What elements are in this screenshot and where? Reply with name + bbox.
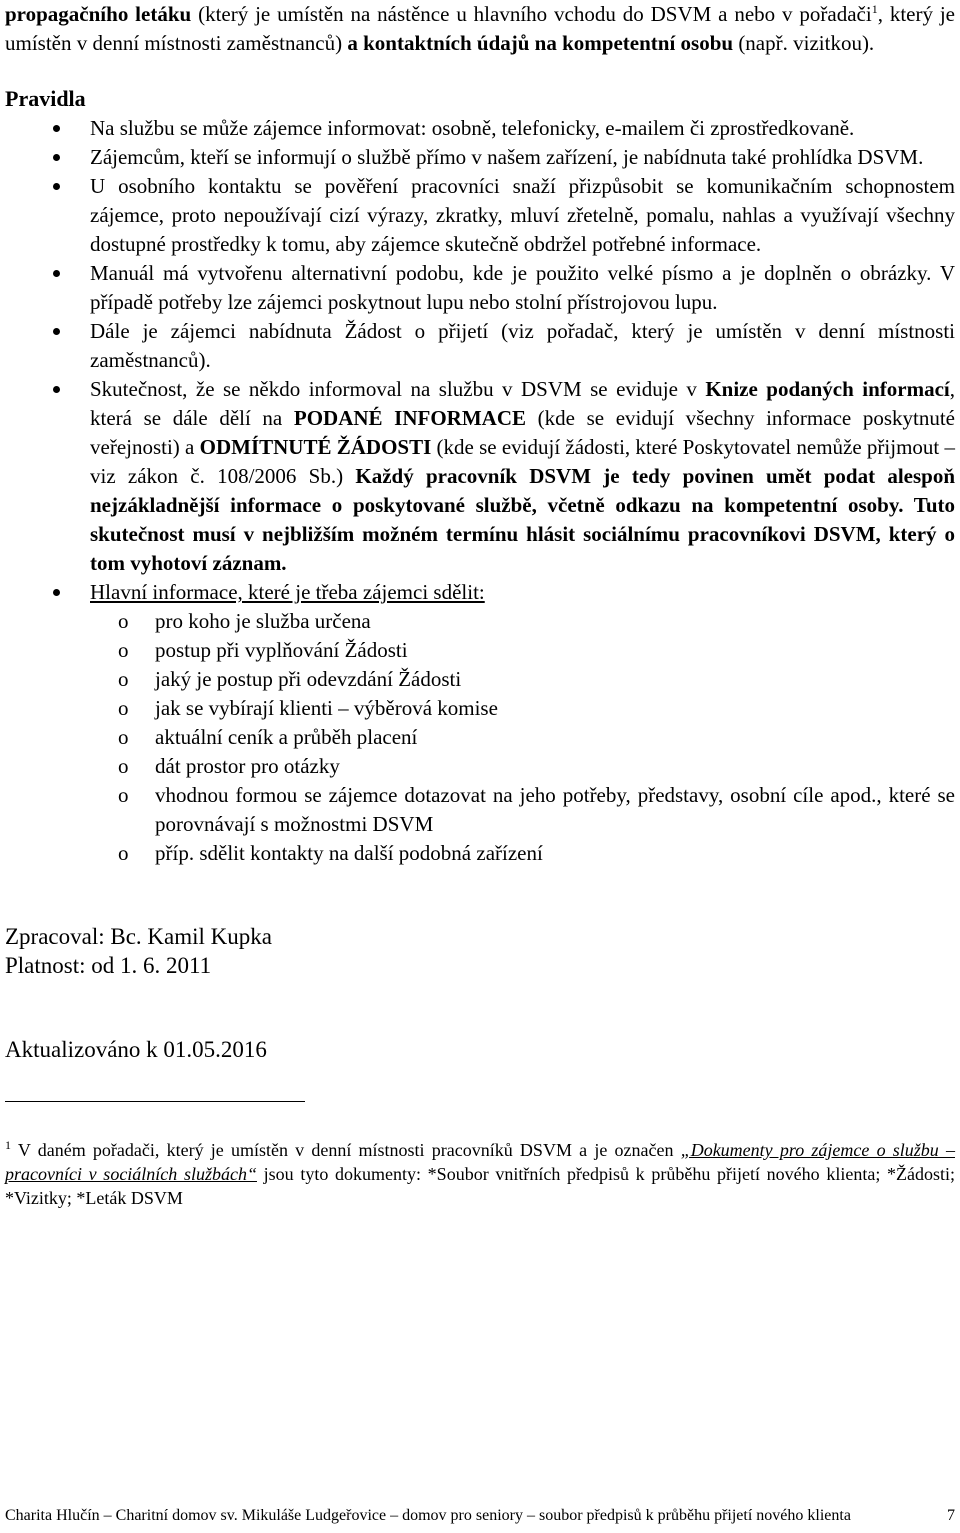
sub-item — [5, 665, 955, 694]
intro-bold-3: kompetentní osobu — [562, 31, 734, 55]
rule-item: Na službu se může zájemce informovat: osobně, telefonicky, e-mailem či zprostředkovaně. — [5, 114, 955, 143]
rule6-bold-4: Každý pracovník DSVM je tedy povinen umět podat alespoň nejzákladnější informace o poskytované službě, včetně odkazu na kompetentní osoby. Tuto skutečnost musí v nejbližším možném termínu hlásit sociálnímu pracovníkovi DSVM, který o tom vyhotoví záznam. — [90, 464, 956, 575]
document-page — [5, 0, 955, 1210]
main-info-title: Hlavní informace, které je třeba zájemci sdělit: — [90, 580, 485, 604]
sub-item — [5, 781, 955, 839]
sub-item-text: příp. sdělit kontakty na další podobná zařízení — [155, 841, 543, 865]
rule6-text-3: (kde se evidují všechny informace poskytnuté veřejnosti) a — [90, 406, 955, 459]
rule-item: Manuál má vytvořenu alternativní podobu, kde je použito velké písmo a je doplněn o obrázky. V případě potřeby lze zájemci poskytnout lupu nebo stolní přístrojovou lupu. — [5, 259, 955, 317]
sub-marker: o — [118, 841, 129, 865]
prepared-by: Zpracoval: Bc. Kamil Kupka — [5, 924, 272, 949]
intro-paragraph — [5, 0, 955, 58]
rule-item: Dále je zájemci nabídnuta Žádost o přijetí (viz pořadač, který je umístěn v denní místnosti zaměstnanců). — [5, 317, 955, 375]
sub-item — [5, 723, 955, 752]
intro-text-3: (např. vizitkou). — [733, 31, 875, 55]
intro-bold-2: a kontaktních údajů na — [347, 31, 557, 55]
sub-item-text: postup při vyplňování Žádosti — [155, 638, 408, 662]
rule6-bold-1: Knize podaných informací — [705, 377, 950, 401]
main-info-sublist — [5, 607, 955, 868]
section-heading: Pravidla — [5, 86, 86, 111]
rule-item-evidence — [5, 375, 955, 578]
rule6-text-4: (kde se evidují žádosti, které Poskytovatel nemůže přijmout – viz zákon č. 108/2006 Sb.) — [90, 435, 956, 488]
footnote-text-1: V daném pořadači, který je umístěn v denní místnosti pracovníků DSVM a je označen — [11, 1140, 681, 1160]
footnote-text-2: jsou tyto dokumenty: *Soubor vnitřních předpisů k průběhu přijetí nového klienta; *Žádosti; *Vizitky; *Leták DSVM — [5, 1164, 955, 1208]
sub-marker: o — [118, 725, 129, 749]
sub-item-text: dát prostor pro otázky — [155, 754, 340, 778]
footnote-number: 1 — [5, 1138, 11, 1152]
sub-marker: o — [118, 609, 129, 633]
rule6-bold-2: PODANÉ INFORMACE — [293, 406, 527, 430]
rule-item: Zájemcům, kteří se informují o službě přímo v našem zařízení, je nabídnuta také prohlídka DSVM. — [5, 143, 955, 172]
page-number: 7 — [947, 1507, 955, 1524]
rule6-bold-3: ODMÍTNUTÉ ŽÁDOSTI — [199, 435, 432, 459]
sub-item-text: vhodnou formou se zájemce dotazovat na jeho potřeby, představy, osobní cíle apod., které se porovnávají s možnostmi DSVM — [155, 783, 955, 836]
sub-marker: o — [118, 754, 129, 778]
rule6-text-1: Skutečnost, že se někdo informoval na službu v DSVM se eviduje v — [90, 377, 706, 401]
intro-text-2: , který je umístěn v denní místnosti zaměstnanců) — [5, 2, 955, 55]
rules-list — [5, 114, 955, 578]
page-footer — [5, 1507, 955, 1525]
sub-item-text: pro koho je služba určena — [155, 609, 371, 633]
footnote-italic: „Dokumenty pro zájemce o službu – pracovníci v sociálních službách“ — [5, 1140, 955, 1184]
sub-item — [5, 607, 955, 636]
intro-bold-1: propagačního letáku — [5, 2, 192, 26]
footnote-ref: 1 — [871, 2, 878, 16]
sub-marker: o — [118, 783, 129, 807]
sub-item-text: aktuální ceník a průběh placení — [155, 725, 418, 749]
main-info-list — [5, 578, 955, 868]
sub-item — [5, 694, 955, 723]
sub-marker: o — [118, 667, 129, 691]
sub-item — [5, 636, 955, 665]
main-info-item — [5, 578, 955, 868]
sub-item-text: jaký je postup při odevzdání Žádosti — [155, 667, 462, 691]
sub-marker: o — [118, 638, 129, 662]
sub-item-text: jak se vybírají klienti – výběrová komise — [155, 696, 498, 720]
intro-text-1: (který je umístěn na nástěnce u hlavního vchodu do DSVM a nebo v pořadači — [191, 2, 872, 26]
sub-item — [5, 752, 955, 781]
sub-marker: o — [118, 696, 129, 720]
updated-date: Aktualizováno k 01.05.2016 — [5, 1037, 267, 1062]
validity: Platnost: od 1. 6. 2011 — [5, 953, 212, 978]
footer-text: Charita Hlučín – Charitní domov sv. Mikuláše Ludgeřovice – domov pro seniory – soubor předpisů k průběhu přijetí nového klienta — [5, 1507, 851, 1524]
footnote — [5, 1138, 955, 1210]
signature-block — [5, 922, 955, 980]
footnote-separator — [5, 1101, 305, 1102]
rule6-text-2: , která se dále dělí na — [90, 377, 955, 430]
sub-item — [5, 839, 955, 868]
rule-item: U osobního kontaktu se pověření pracovníci snaží přizpůsobit se komunikačním schopnostem zájemce, proto nepoužívají cizí výrazy, zkratky, mluví zřetelně, pomalu, nahlas a využívají všechny dostupné prostředky k tomu, aby zájemce skutečně obdržel potřebné informace. — [5, 172, 955, 259]
